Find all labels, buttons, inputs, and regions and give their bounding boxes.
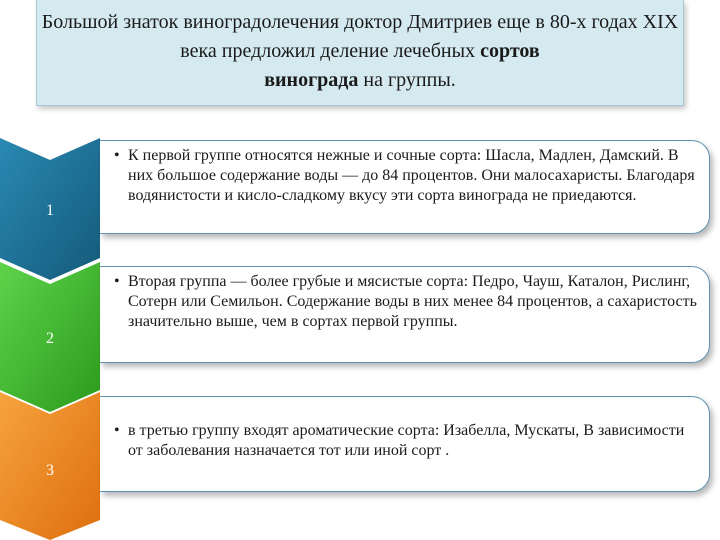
title-text: Большой знаток виноградолечения доктор Дмитриев еще в 80-х годах XIX века предложил деление лечебных xyxy=(41,11,679,62)
group-card-3 xyxy=(100,396,710,492)
list-item xyxy=(114,146,699,206)
list-item xyxy=(114,272,699,332)
group-text-1: К первой группе относятся нежные и сочные сорта: Шасла, Мадлен, Дамский. В них большое содержание воды — до 84 процентов. Они малосахаристы. Благодаря водянистости и кисло-сладкому вкусу эти сорта винограда не приедаются. xyxy=(128,147,695,204)
bullet: • xyxy=(114,422,120,439)
group-number-2: 2 xyxy=(46,330,54,347)
title-bold-vinograda: винограда xyxy=(264,69,359,91)
list-item xyxy=(114,421,699,461)
chevron-2 xyxy=(0,262,100,412)
group-card-2 xyxy=(100,266,710,363)
bullet: • xyxy=(114,273,120,290)
group-number-3: 3 xyxy=(46,462,54,479)
group-text-3: в третью группу входят ароматические сорта: Изабелла, Мускаты, В зависимости от заболевания назначается тот или иной сорт . xyxy=(128,422,685,459)
title-bold-sortov: сортов xyxy=(480,40,540,62)
group-text-2: Вторая группа — более грубые и мясистые сорта: Педро, Чауш, Каталон, Рислинг, Сотерн или Семильон. Содержание воды в них менее 84 процентов, а сахаристость значительно выше, чем в сортах первой группы. xyxy=(128,273,697,330)
title-text-end: на группы. xyxy=(358,69,456,91)
title-box xyxy=(36,0,684,106)
group-number-1: 1 xyxy=(46,202,54,219)
group-card-1 xyxy=(100,140,710,234)
chevron-3 xyxy=(0,392,100,540)
chevron-1 xyxy=(0,138,100,280)
bullet: • xyxy=(114,147,120,164)
